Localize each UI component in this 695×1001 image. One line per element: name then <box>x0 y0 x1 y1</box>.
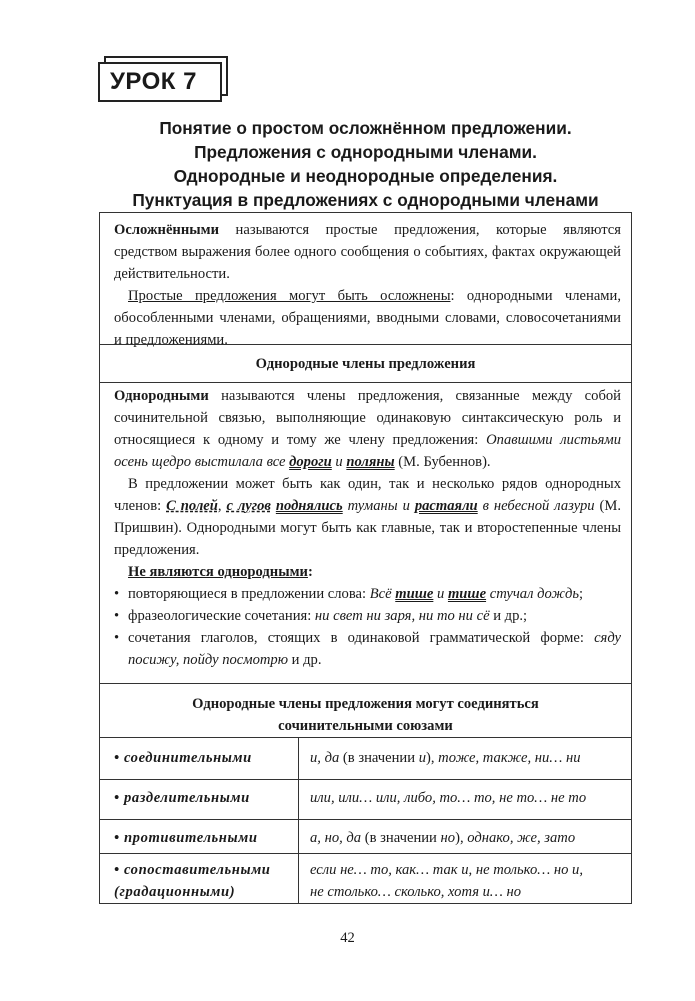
colon: : <box>307 564 313 580</box>
examples-text: однако, же, зато <box>467 830 576 846</box>
examples-text: и <box>418 750 426 766</box>
example-word: дороги <box>289 454 332 470</box>
conjunction-examples <box>310 747 622 769</box>
not-homogeneous-list <box>114 583 621 671</box>
example-text: стучал дождь <box>486 586 580 602</box>
divider <box>100 344 631 345</box>
example-word: растаяли <box>414 498 478 514</box>
conjunction-type-line: • сопоставительными <box>114 862 271 878</box>
examples-note: (в значении <box>361 830 441 846</box>
lesson-title <box>99 116 632 212</box>
heading-line: сочинительными союзами <box>278 718 453 734</box>
list-item: • сочетания глаголов, стоящих в одинаковой грамматической форме: сяду посижу, пойду посмотрю и др. <box>114 630 621 668</box>
list-item-text: сочетания глаголов, стоящих в одинаковой грамматической форме: <box>128 630 595 646</box>
title-line: Понятие о простом осложнённом предложении. <box>159 118 572 138</box>
list-item: • повторяющиеся в предложении слова: Всё тише и тише стучал дождь; <box>114 586 584 602</box>
list-item-text: фразеологические сочетания: <box>128 608 315 624</box>
definition-text: называются простые предложения, которые являются средством выражения более одного сообщения о событиях, фактах окружающей действительности. <box>114 222 621 282</box>
divider <box>100 819 631 820</box>
heading-line: Однородные члены предложения могут соединяться <box>192 696 539 712</box>
conjunction-examples <box>310 859 622 903</box>
examples-line: не столько… сколько, хотя и… но <box>310 884 522 900</box>
examples-text: и, да <box>310 750 340 766</box>
examples-text: а, но, да <box>310 830 362 846</box>
example-text: и <box>433 586 448 602</box>
term-homogeneous: Однородными <box>114 388 209 404</box>
example-source: (М. Бубеннов). <box>394 454 491 470</box>
divider <box>100 382 631 383</box>
example-text: туманы и <box>342 498 415 514</box>
example-text: Опавшими листьями осень щедро выстилала все <box>114 432 621 470</box>
conjunction-type-line: (градационными) <box>114 884 236 900</box>
example-text: и <box>331 454 347 470</box>
definition-complicated <box>100 219 631 351</box>
examples-note: (в значении <box>339 750 419 766</box>
example-text: ни свет ни заря, ни то ни сё <box>314 608 490 624</box>
divider <box>100 683 631 684</box>
title-line: Однородные и неоднородные определения. <box>173 166 558 186</box>
example-text: в небесной лазури <box>477 498 595 514</box>
list-item-text: ; <box>579 586 584 602</box>
example-word: тише <box>395 586 434 602</box>
list-item-text: и др. <box>288 652 322 668</box>
example-word: поднялись <box>275 498 343 514</box>
divider <box>100 737 631 738</box>
conjunction-examples: или, или… или, либо, то… то, не то… не то <box>310 790 587 806</box>
example-word: поляны <box>346 454 395 470</box>
complicated-lead: Простые предложения могут быть осложнены <box>128 288 451 304</box>
conjunction-type: • противительными <box>114 830 258 846</box>
conjunction-type: • соединительными <box>114 750 252 766</box>
examples-note: ), <box>455 830 468 846</box>
examples-line: если не… то, как… так и, не только… но и, <box>310 862 584 878</box>
list-item: • фразеологические сочетания: ни свет ни заря, ни то ни сё и др.; <box>114 608 528 624</box>
definition-homogeneous <box>100 385 631 671</box>
list-item-text: и др.; <box>489 608 528 624</box>
rule-table <box>99 212 632 904</box>
conjunction-type <box>114 859 294 903</box>
lesson-badge <box>98 62 228 102</box>
example-word: тише <box>447 586 487 602</box>
examples-note: ), <box>426 750 439 766</box>
example-text: , <box>217 498 227 514</box>
example-source: (М. Пришвин). Однородными могут быть как главные, так и второстепенные члены предложения. <box>114 498 622 558</box>
complicated-list: : однородными членами, обособленными членами, обращениями, вводными словами, словосочетаниями и предложениями. <box>114 288 621 348</box>
conjunction-type: • разделительными <box>114 790 250 806</box>
paragraph-text: В предложении может быть как один, так и несколько рядов однородных членов: <box>114 476 621 514</box>
homogeneous-heading: Однородные члены предложения <box>255 356 476 372</box>
example-text: Всё <box>369 586 396 602</box>
conjunctions-heading <box>100 693 631 737</box>
examples-text: но <box>440 830 456 846</box>
definition-text: называются члены предложения, связанные между собой сочинительной связью, выполняющие одинаковую синтаксическую роль и относящиеся к одному и тому же члену предложения: <box>114 388 621 448</box>
example-word: с лугов <box>226 498 271 514</box>
list-item-text: повторяющиеся в предложении слова: <box>128 586 370 602</box>
example-word: С полей <box>166 498 218 514</box>
not-homogeneous-label: Не являются однородными <box>128 564 308 580</box>
page-number: 42 <box>340 930 355 946</box>
column-divider <box>298 737 299 903</box>
divider <box>100 779 631 780</box>
examples-text: тоже, также, ни… ни <box>438 750 581 766</box>
title-line: Пунктуация в предложениях с однородными членами <box>132 190 599 210</box>
lesson-label: УРОК 7 <box>98 62 222 102</box>
divider <box>100 853 631 854</box>
conjunction-examples <box>310 827 622 849</box>
title-line: Предложения с однородными членами. <box>194 142 537 162</box>
example-text: сяду посижу, пойду посмотрю <box>128 630 621 668</box>
term-complicated: Осложнёнными <box>114 222 219 238</box>
